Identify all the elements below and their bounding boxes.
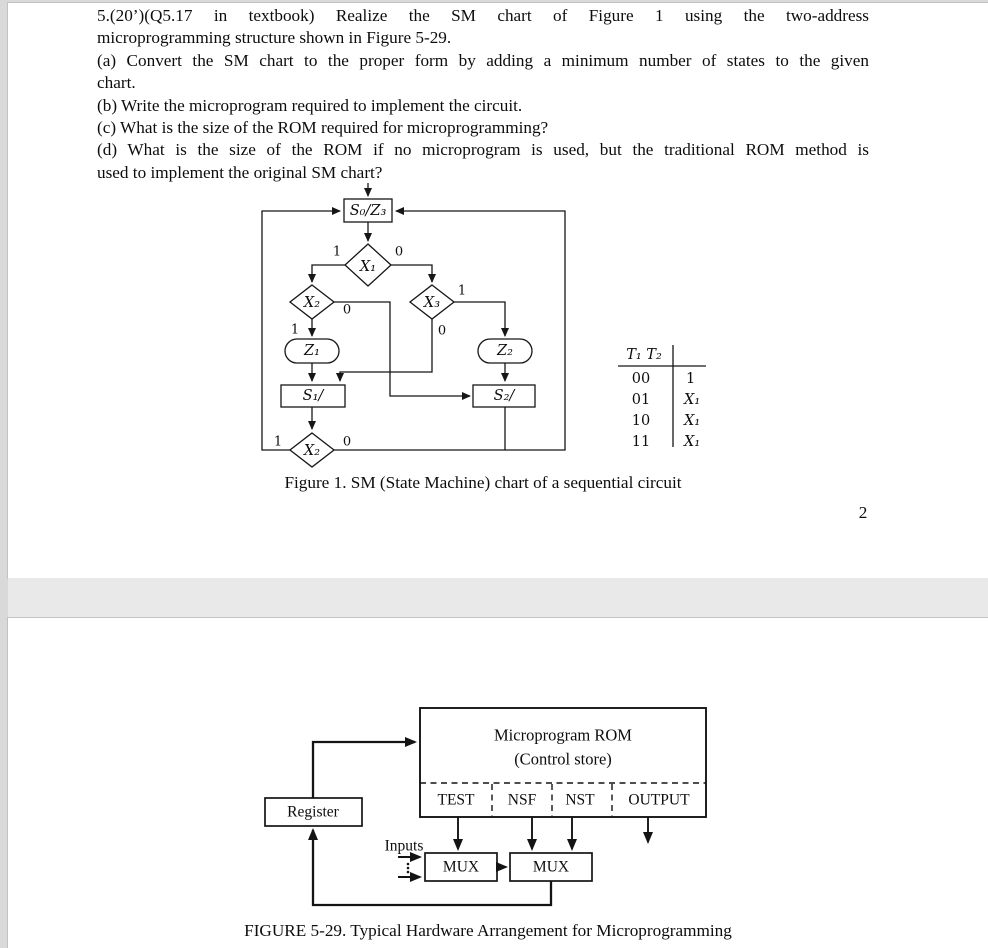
inputs-label: Inputs (384, 837, 424, 855)
output-z2-label: Z₂ (497, 343, 513, 359)
decision-x2-top-label: X₂ (303, 295, 321, 311)
decision-x2-bottom-label: X₂ (303, 443, 321, 459)
state-s2-label: S₂/ (493, 388, 515, 404)
document-page-2 (8, 618, 988, 948)
table-row-test: 1 (686, 371, 696, 387)
branch-label-x1-false: 0 (394, 244, 404, 260)
state-s0-label: S₀/Z₃ (349, 203, 387, 219)
branch-label-x3-true: 1 (457, 283, 467, 299)
problem-line: microprogramming structure shown in Figure 5-29. (97, 28, 452, 48)
register-label: Register (287, 803, 339, 821)
field-output-label: OUTPUT (628, 791, 690, 809)
state-s1-label: S₁/ (302, 388, 324, 404)
page-gap (8, 578, 988, 618)
output-z1-label: Z₁ (304, 343, 320, 359)
sm-chart-figure (240, 178, 720, 470)
problem-line: chart. (97, 73, 136, 93)
figure-1-caption: Figure 1. SM (State Machine) chart of a sequential circuit (284, 473, 682, 492)
problem-line: (a) Convert the SM chart to the proper form by adding a minimum number of states to the given (97, 50, 869, 70)
branch-label-x2-top-true: 1 (290, 322, 300, 338)
register-to-rom-line (313, 742, 415, 798)
branch-label-x1-true: 1 (332, 244, 342, 260)
mux-left-label: MUX (442, 858, 480, 876)
sm-chart-connectors (262, 183, 565, 450)
problem-line: (c) What is the size of the ROM required for microprogramming? (97, 118, 549, 138)
branch-label-x2-bottom-false: 0 (342, 434, 352, 450)
table-row-code: 01 (631, 392, 651, 408)
table-row-test: X₁ (684, 413, 701, 429)
problem-line: (d) What is the size of the ROM if no microprogram is used, but the traditional ROM method is (97, 140, 869, 160)
table-row-code: 10 (631, 413, 651, 429)
table-row-code: 11 (631, 434, 651, 450)
document-page-1 (8, 3, 988, 578)
page-number: 2 (858, 503, 868, 522)
field-test-label: TEST (437, 791, 475, 809)
mux-right-label: MUX (532, 858, 570, 876)
rom-subtitle: (Control store) (514, 749, 612, 769)
figure-5-29-diagram (8, 618, 988, 948)
branch-label-x2-bottom-true: 1 (273, 434, 283, 450)
table-row-test: X₁ (684, 434, 701, 450)
test-table-header: T₁ T₂ (626, 347, 662, 363)
branch-label-x2-top-false: 0 (342, 302, 352, 318)
test-table (618, 345, 706, 450)
problem-line: used to implement the original SM chart? (97, 162, 383, 182)
decision-x1-label: X₁ (359, 259, 377, 275)
problem-line: 5.(20’)(Q5.17 in textbook) Realize the SM chart of Figure 1 using the two-address (97, 6, 869, 25)
input-arrows (398, 857, 420, 877)
decision-x3-label: X₃ (423, 295, 441, 311)
problem-text (97, 5, 869, 184)
rom-output-arrows (458, 817, 648, 849)
table-row-test: X₁ (684, 392, 701, 408)
field-nst-label: NST (565, 791, 595, 809)
rom-title: Microprogram ROM (494, 725, 632, 745)
table-row-code: 00 (631, 371, 651, 387)
branch-label-x3-false: 0 (437, 323, 447, 339)
problem-line: (b) Write the microprogram required to implement the circuit. (97, 95, 523, 115)
field-nsf-label: NSF (507, 791, 537, 809)
figure-5-29-caption: FIGURE 5-29. Typical Hardware Arrangement for Microprogramming (244, 921, 732, 940)
